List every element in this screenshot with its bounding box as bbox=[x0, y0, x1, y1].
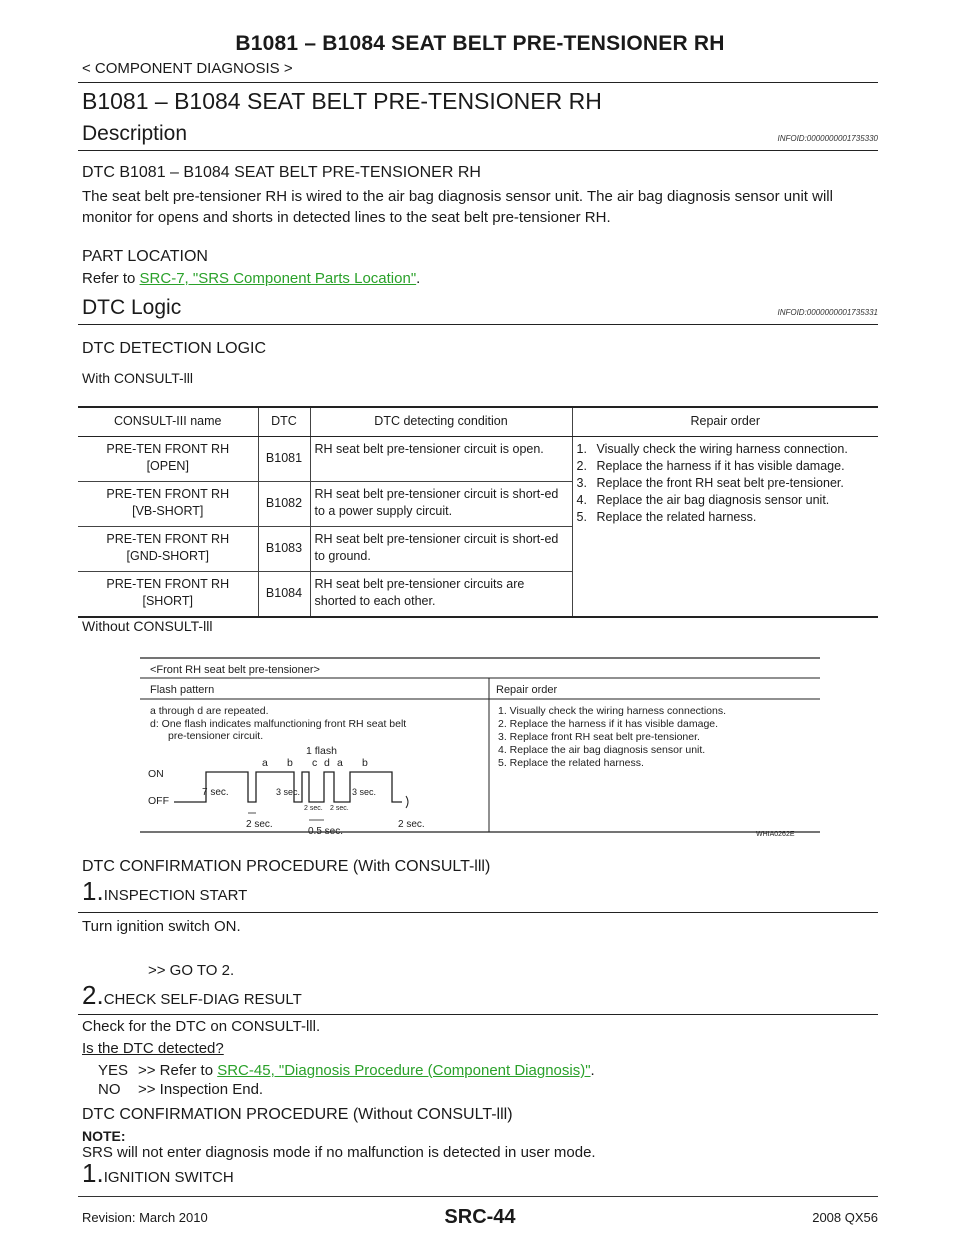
table-row bbox=[78, 437, 878, 482]
row-name bbox=[78, 527, 258, 572]
step-1-text: Turn ignition switch ON. bbox=[82, 918, 241, 935]
repair-step-num: 5. bbox=[576, 510, 587, 524]
figure-t05: 0.5 sec. bbox=[308, 826, 344, 837]
yes-prefix: >> Refer to bbox=[138, 1062, 218, 1079]
figure-col-flash: Flash pattern bbox=[150, 684, 215, 696]
no-key: NO bbox=[98, 1081, 121, 1098]
step-2-text: Check for the DTC on CONSULT-lll. bbox=[82, 1018, 321, 1035]
figure-t3a: 3 sec. bbox=[276, 787, 301, 797]
repair-step-text: Replace the harness if it has visible damage. bbox=[596, 459, 845, 473]
repair-step-num: 2. bbox=[576, 459, 587, 473]
repair-order-cell bbox=[572, 437, 878, 618]
repair-step bbox=[577, 492, 875, 509]
figure-code: WHIA0262E bbox=[756, 831, 795, 838]
step-2-question: Is the DTC detected? bbox=[82, 1040, 224, 1057]
yes-key: YES bbox=[98, 1062, 129, 1079]
step-number: 1. bbox=[82, 876, 104, 906]
repair-step bbox=[577, 441, 875, 458]
refer-suffix: . bbox=[416, 270, 421, 287]
table-header-row bbox=[78, 407, 878, 437]
confirm-without-heading: DTC CONFIRMATION PROCEDURE (Without CONSULT-lll) bbox=[82, 1106, 513, 1123]
dtc-logic-heading: DTC Logic bbox=[82, 296, 182, 319]
without-consult-label: Without CONSULT-lll bbox=[82, 618, 213, 634]
footer-revision: Revision: March 2010 bbox=[82, 1210, 208, 1225]
dtc-table bbox=[78, 406, 878, 618]
row-condition: RH seat belt pre-tensioner circuit is short-ed to a power supply circuit. bbox=[310, 482, 572, 527]
row-name-line1: PRE-TEN FRONT RH bbox=[106, 442, 230, 456]
figure-repair-1: 1. Visually check the wiring harness connections. bbox=[498, 705, 727, 717]
repair-step bbox=[577, 509, 875, 526]
refer-link[interactable]: SRC-7, "SRS Component Parts Location" bbox=[139, 270, 417, 287]
figure-off-label: OFF bbox=[148, 795, 169, 807]
repair-step-text: Replace the air bag diagnosis sensor unit. bbox=[596, 493, 830, 507]
dtc-heading: DTC B1081 – B1084 SEAT BELT PRE-TENSIONER RH bbox=[82, 164, 481, 181]
row-name bbox=[78, 572, 258, 618]
repair-step-text: Replace the front RH seat belt pre-tensioner. bbox=[596, 476, 844, 490]
step-1-goto: >> GO TO 2. bbox=[148, 962, 235, 979]
repair-step-num: 4. bbox=[576, 493, 587, 507]
figure-note3: pre-tensioner circuit. bbox=[168, 730, 264, 742]
figure-title: <Front RH seat belt pre-tensioner> bbox=[150, 664, 320, 676]
repair-step-text: Visually check the wiring harness connection. bbox=[596, 442, 848, 456]
repair-step bbox=[577, 458, 875, 475]
row-name-line2: [SHORT] bbox=[142, 594, 193, 608]
part-location-refer bbox=[82, 268, 882, 289]
row-condition: RH seat belt pre-tensioner circuits are shorted to each other. bbox=[310, 572, 572, 618]
step-label: INSPECTION START bbox=[103, 887, 248, 904]
figure-col-repair: Repair order bbox=[496, 684, 558, 696]
row-name-line2: [GND-SHORT] bbox=[126, 549, 209, 563]
note-text: SRS will not enter diagnosis mode if no malfunction is detected in user mode. bbox=[82, 1144, 596, 1161]
description-divider bbox=[78, 150, 878, 151]
row-name-line1: PRE-TEN FRONT RH bbox=[106, 577, 230, 591]
flash-pattern-figure bbox=[140, 656, 820, 838]
footer-divider bbox=[78, 1196, 878, 1197]
step-number: 1. bbox=[82, 1158, 104, 1188]
figure-note1: a through d are repeated. bbox=[150, 705, 269, 717]
page-header-title: B1081 – B1084 SEAT BELT PRE-TENSIONER RH bbox=[235, 32, 725, 55]
note-label: NOTE: bbox=[82, 1128, 126, 1144]
repair-step bbox=[577, 475, 875, 492]
figure-t2d: 2 sec. bbox=[398, 819, 425, 830]
row-condition: RH seat belt pre-tensioner circuit is short-ed to ground. bbox=[310, 527, 572, 572]
yes-suffix: . bbox=[590, 1062, 595, 1079]
part-location-heading: PART LOCATION bbox=[82, 248, 208, 265]
step-label: CHECK SELF-DIAG RESULT bbox=[103, 991, 302, 1008]
col-header-condition: DTC detecting condition bbox=[310, 407, 572, 437]
figure-on-label: ON bbox=[148, 768, 164, 780]
detection-logic-heading: DTC DETECTION LOGIC bbox=[82, 340, 267, 357]
figure-label-d: d bbox=[324, 757, 330, 769]
figure-label-b2: b bbox=[362, 757, 368, 769]
dtc-logic-divider bbox=[78, 324, 878, 325]
step-w1-heading bbox=[82, 1158, 234, 1189]
repair-step-text: Replace the related harness. bbox=[596, 510, 757, 524]
dtc-logic-infoid: INFOID:0000000001735331 bbox=[777, 308, 878, 317]
confirm-with-heading: DTC CONFIRMATION PROCEDURE (With CONSULT-lll) bbox=[82, 858, 491, 875]
col-header-name: CONSULT-III name bbox=[78, 407, 258, 437]
figure-repair-5: 5. Replace the related harness. bbox=[498, 757, 644, 769]
footer-page-number: SRC-44 bbox=[444, 1206, 516, 1228]
row-code: B1081 bbox=[258, 437, 310, 482]
row-code: B1083 bbox=[258, 527, 310, 572]
refer-prefix: Refer to bbox=[82, 270, 140, 287]
description-infoid: INFOID:0000000001735330 bbox=[777, 134, 878, 143]
row-name bbox=[78, 437, 258, 482]
row-name bbox=[78, 482, 258, 527]
figure-label-b: b bbox=[287, 757, 293, 769]
footer-model: 2008 QX56 bbox=[812, 1210, 878, 1225]
step-1-heading bbox=[82, 876, 247, 907]
step-number: 2. bbox=[82, 980, 104, 1010]
row-code: B1084 bbox=[258, 572, 310, 618]
yes-row bbox=[98, 1061, 595, 1081]
col-header-repair: Repair order bbox=[572, 407, 878, 437]
description-heading: Description bbox=[82, 122, 188, 145]
repair-step-num: 1. bbox=[576, 442, 587, 456]
figure-label-a2: a bbox=[337, 757, 343, 769]
figure-t2b: 2 sec. bbox=[330, 805, 349, 812]
repair-step-num: 3. bbox=[576, 476, 587, 490]
no-row bbox=[98, 1080, 263, 1100]
row-condition: RH seat belt pre-tensioner circuit is open. bbox=[310, 437, 572, 482]
waveform-break-mark bbox=[406, 796, 408, 808]
with-consult-label: With CONSULT-lll bbox=[82, 370, 193, 386]
figure-repair-3: 3. Replace front RH seat belt pre-tensioner. bbox=[498, 731, 700, 743]
figure-t7: 7 sec. bbox=[202, 787, 229, 798]
page-header-subtitle: < COMPONENT DIAGNOSIS > bbox=[82, 60, 293, 77]
figure-repair-2: 2. Replace the harness if it has visible damage. bbox=[498, 718, 719, 730]
main-title: B1081 – B1084 SEAT BELT PRE-TENSIONER RH bbox=[82, 88, 602, 114]
figure-label-c: c bbox=[312, 757, 318, 769]
step-label: IGNITION SWITCH bbox=[103, 1169, 234, 1186]
figure-label-a: a bbox=[262, 757, 268, 769]
figure-t2a: 2 sec. bbox=[304, 805, 323, 812]
description-body: The seat belt pre-tensioner RH is wired to the air bag diagnosis sensor unit. The air bag diagnosis sensor unit will monitor for opens and shorts in detected lines to the seat belt pre-tensioner RH. bbox=[82, 188, 833, 226]
col-header-dtc: DTC bbox=[258, 407, 310, 437]
row-code: B1082 bbox=[258, 482, 310, 527]
figure-one-flash: 1 flash bbox=[306, 745, 337, 757]
figure-repair-4: 4. Replace the air bag diagnosis sensor unit. bbox=[498, 744, 706, 756]
yes-link[interactable]: SRC-45, "Diagnosis Procedure (Component Diagnosis)" bbox=[217, 1062, 591, 1079]
step-2-heading bbox=[82, 980, 302, 1011]
row-name-line2: [OPEN] bbox=[146, 459, 189, 473]
no-text: >> Inspection End. bbox=[138, 1081, 264, 1098]
row-name-line1: PRE-TEN FRONT RH bbox=[106, 532, 230, 546]
step-2-divider bbox=[78, 1014, 878, 1015]
row-name-line1: PRE-TEN FRONT RH bbox=[106, 487, 230, 501]
figure-note2: d: One flash indicates malfunctioning front RH seat belt bbox=[150, 718, 407, 730]
figure-t3b: 3 sec. bbox=[352, 787, 377, 797]
step-1-divider bbox=[78, 912, 878, 913]
header-divider bbox=[78, 82, 878, 83]
row-name-line2: [VB-SHORT] bbox=[132, 504, 204, 518]
figure-t2c: 2 sec. bbox=[246, 819, 273, 830]
